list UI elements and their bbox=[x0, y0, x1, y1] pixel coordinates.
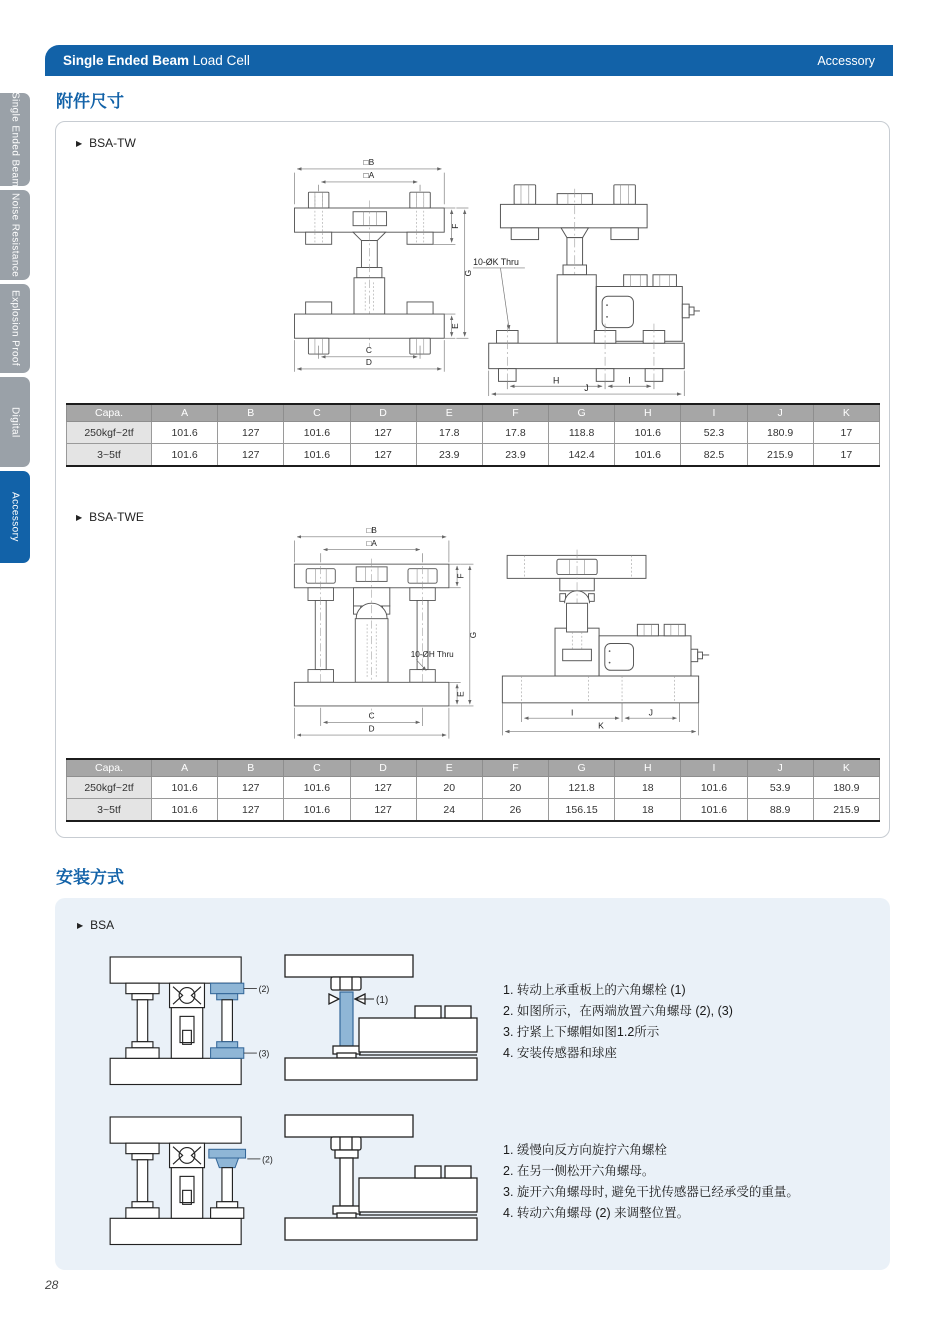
column-header: D bbox=[350, 759, 416, 777]
data-cell: 180.9 bbox=[747, 422, 813, 444]
dimension-f bbox=[449, 564, 466, 588]
data-cell: 20 bbox=[482, 777, 548, 799]
column-header: J bbox=[747, 759, 813, 777]
column-header: H bbox=[615, 759, 681, 777]
column-header: G bbox=[549, 759, 615, 777]
cable-connector bbox=[682, 304, 700, 318]
callout-2 bbox=[247, 1154, 273, 1164]
bsa-heading bbox=[77, 918, 114, 932]
column-header: D bbox=[350, 404, 416, 422]
column-header: K bbox=[813, 404, 879, 422]
callout-3 bbox=[244, 1049, 270, 1059]
dim-label-b: □B bbox=[366, 526, 377, 536]
table-row bbox=[67, 422, 880, 444]
load-cell-body bbox=[557, 275, 700, 343]
column-header: F bbox=[482, 404, 548, 422]
instruction-step: 4. 安装传感器和球座 bbox=[503, 1046, 617, 1060]
column-header: G bbox=[549, 404, 615, 422]
dim-label-d: D bbox=[365, 357, 372, 368]
data-cell: 17 bbox=[813, 444, 879, 467]
data-cell: 127 bbox=[350, 799, 416, 822]
column-header: Capa. bbox=[67, 404, 152, 422]
data-cell: 52.3 bbox=[681, 422, 747, 444]
data-cell: 118.8 bbox=[549, 422, 615, 444]
dim-label-g: G bbox=[463, 269, 474, 277]
data-cell: 127 bbox=[350, 422, 416, 444]
data-cell: 127 bbox=[350, 444, 416, 467]
hole-note bbox=[473, 257, 525, 330]
page-title-bold: Single Ended Beam bbox=[63, 53, 190, 68]
data-cell: 101.6 bbox=[681, 799, 747, 822]
sidebar-item-single-ended-beam[interactable] bbox=[0, 93, 30, 186]
data-cell: 127 bbox=[218, 799, 284, 822]
bsa-twe-label: BSA-TWE bbox=[89, 510, 144, 524]
data-cell: 101.6 bbox=[284, 777, 350, 799]
install-steps-group2 bbox=[503, 1140, 883, 1224]
dimension-k bbox=[502, 703, 698, 736]
dim-label-a: □A bbox=[366, 538, 377, 548]
data-cell: 127 bbox=[218, 777, 284, 799]
instruction-step: 3. 旋开六角螺母时, 避免干扰传感器已经承受的重量。 bbox=[503, 1185, 799, 1199]
data-cell: 127 bbox=[218, 444, 284, 467]
bottom-plate bbox=[294, 682, 449, 706]
column-header: C bbox=[284, 404, 350, 422]
dim-label-j: J bbox=[584, 383, 589, 394]
page-title bbox=[63, 53, 250, 68]
table-row bbox=[67, 777, 880, 799]
sidebar-item-label: Digital bbox=[9, 406, 21, 438]
instruction-step: 4. 转动六角螺母 (2) 来调整位置。 bbox=[503, 1206, 690, 1220]
column-header: I bbox=[681, 759, 747, 777]
dimension-g bbox=[461, 564, 478, 706]
dim-label-e: E bbox=[456, 691, 466, 697]
row-header-cell: 3~5tf bbox=[67, 799, 152, 822]
bsa-twe-heading bbox=[76, 510, 144, 524]
callout-2 bbox=[244, 984, 270, 994]
data-cell: 101.6 bbox=[152, 799, 218, 822]
data-cell: 20 bbox=[416, 777, 482, 799]
right-column-highlighted bbox=[211, 983, 244, 1058]
dim-label-c: C bbox=[368, 711, 375, 721]
dimensions-panel bbox=[55, 121, 890, 838]
header-bar bbox=[45, 45, 893, 76]
data-cell: 101.6 bbox=[615, 422, 681, 444]
data-cell: 156.15 bbox=[549, 799, 615, 822]
section-title-installation: 安装方式 bbox=[56, 868, 124, 887]
data-cell: 101.6 bbox=[681, 777, 747, 799]
column-header: B bbox=[218, 759, 284, 777]
table-header-row bbox=[67, 404, 880, 422]
row-header-cell: 250kgf~2tf bbox=[67, 777, 152, 799]
triangle-bullet-icon: ▶ bbox=[76, 139, 83, 148]
column-header: F bbox=[482, 759, 548, 777]
data-cell: 26 bbox=[482, 799, 548, 822]
load-cell-beam bbox=[359, 1006, 477, 1055]
column-header: A bbox=[152, 404, 218, 422]
data-cell: 215.9 bbox=[813, 799, 879, 822]
load-cell-beam bbox=[359, 1166, 477, 1215]
data-cell: 101.6 bbox=[284, 799, 350, 822]
install-step2-front-diagram bbox=[103, 1110, 278, 1248]
left-column bbox=[126, 1143, 159, 1218]
data-cell: 215.9 bbox=[747, 444, 813, 467]
bsa-tw-dimension-table bbox=[66, 403, 880, 467]
dim-label-i: I bbox=[628, 375, 631, 386]
hole-note-label: 10-ØK Thru bbox=[473, 257, 519, 267]
table-row bbox=[67, 799, 880, 822]
dim-label-f: F bbox=[450, 223, 461, 229]
dim-label-b: □B bbox=[363, 157, 375, 168]
section-title-dimensions: 附件尺寸 bbox=[56, 92, 124, 111]
instruction-step: 1. 转动上承重板上的六角螺栓 (1) bbox=[503, 983, 686, 997]
data-cell: 17.8 bbox=[482, 422, 548, 444]
data-cell: 24 bbox=[416, 799, 482, 822]
data-cell: 17.8 bbox=[416, 422, 482, 444]
sidebar-item-label: Noise Resistance bbox=[9, 192, 21, 278]
data-cell: 101.6 bbox=[152, 444, 218, 467]
data-cell: 101.6 bbox=[284, 422, 350, 444]
dimension-a bbox=[319, 170, 420, 191]
dim-label-i: I bbox=[571, 707, 574, 718]
data-cell: 121.8 bbox=[549, 777, 615, 799]
data-cell: 23.9 bbox=[482, 444, 548, 467]
column-header: E bbox=[416, 759, 482, 777]
bottom-plate bbox=[502, 676, 698, 703]
instruction-step: 3. 拧紧上下螺帽如图1.2所示 bbox=[503, 1025, 660, 1039]
dimension-e bbox=[444, 314, 460, 338]
dim-label-h: H bbox=[552, 375, 560, 386]
cable-connector bbox=[691, 649, 709, 661]
highlighted-bolt-rod bbox=[340, 992, 353, 1046]
callout-3-label: (3) bbox=[258, 1048, 270, 1059]
bsa-label: BSA bbox=[90, 918, 115, 932]
bsa-tw-label: BSA-TW bbox=[89, 136, 136, 150]
column-header: H bbox=[615, 404, 681, 422]
bsa-twe-front-drawing bbox=[278, 524, 478, 747]
dim-label-e: E bbox=[450, 323, 461, 329]
load-cell-body bbox=[555, 603, 709, 676]
dim-label-d: D bbox=[368, 724, 375, 734]
sidebar-item-label: Accessory bbox=[9, 492, 21, 542]
bsa-tw-front-drawing bbox=[274, 154, 474, 382]
install-step1-front-diagram bbox=[103, 950, 278, 1088]
sidebar-item-explosion-proof[interactable] bbox=[0, 284, 30, 373]
right-column-highlighted-nut bbox=[209, 1149, 246, 1218]
dimension-i bbox=[522, 703, 623, 722]
header-category-label: Accessory bbox=[817, 53, 875, 68]
dim-label-f: F bbox=[456, 573, 466, 579]
callout-1-label: (1) bbox=[376, 995, 389, 1006]
center-ball-block bbox=[170, 983, 205, 1058]
page-number: 28 bbox=[45, 1278, 59, 1292]
data-cell: 88.9 bbox=[747, 799, 813, 822]
dim-label-g: G bbox=[469, 631, 479, 639]
data-cell: 18 bbox=[615, 799, 681, 822]
hole-note-label: 10-ØH Thru bbox=[410, 649, 454, 659]
install-steps-group1 bbox=[503, 980, 883, 1064]
sidebar-item-accessory[interactable] bbox=[0, 471, 30, 563]
data-cell: 142.4 bbox=[549, 444, 615, 467]
bsa-twe-side-drawing bbox=[488, 540, 713, 746]
row-header-cell: 3~5tf bbox=[67, 444, 152, 467]
sidebar-item-noise-resistance[interactable] bbox=[0, 190, 30, 280]
top-plate-assembly bbox=[507, 555, 646, 578]
column-header: J bbox=[747, 404, 813, 422]
data-cell: 18 bbox=[615, 777, 681, 799]
install-step2-side-diagram bbox=[281, 1110, 481, 1245]
column-header: Capa. bbox=[67, 759, 152, 777]
center-ball-block bbox=[170, 1143, 205, 1218]
dim-label-k: K bbox=[598, 720, 604, 731]
bsa-twe-dimension-table bbox=[66, 758, 880, 822]
data-cell: 17 bbox=[813, 422, 879, 444]
column-header: I bbox=[681, 404, 747, 422]
dimension-e bbox=[449, 682, 466, 706]
data-cell: 53.9 bbox=[747, 777, 813, 799]
data-cell: 101.6 bbox=[152, 777, 218, 799]
dimension-j bbox=[625, 703, 680, 722]
data-cell: 82.5 bbox=[681, 444, 747, 467]
data-cell: 101.6 bbox=[152, 422, 218, 444]
table-row bbox=[67, 444, 880, 467]
sidebar-item-label: Single Ended Beam bbox=[9, 91, 21, 188]
bsa-tw-side-drawing bbox=[471, 177, 701, 397]
column-header: B bbox=[218, 404, 284, 422]
data-cell: 127 bbox=[350, 777, 416, 799]
instruction-step: 2. 在另一侧松开六角螺母。 bbox=[503, 1164, 655, 1178]
data-cell: 23.9 bbox=[416, 444, 482, 467]
install-step1-side-diagram bbox=[281, 950, 481, 1085]
callout-2-label: (2) bbox=[258, 983, 270, 994]
left-column bbox=[126, 983, 159, 1058]
sidebar-item-label: Explosion Proof bbox=[9, 290, 21, 367]
callout-2-label: (2) bbox=[262, 1154, 273, 1165]
column-header: A bbox=[152, 759, 218, 777]
row-header-cell: 250kgf~2tf bbox=[67, 422, 152, 444]
column-header: K bbox=[813, 759, 879, 777]
triangle-bullet-icon: ▶ bbox=[77, 921, 84, 930]
data-cell: 101.6 bbox=[615, 444, 681, 467]
data-cell: 180.9 bbox=[813, 777, 879, 799]
dimension-h bbox=[507, 375, 605, 389]
table-header-row bbox=[67, 759, 880, 777]
bsa-tw-heading bbox=[76, 136, 136, 150]
instruction-step: 2. 如图所示，在两端放置六角螺母 (2), (3) bbox=[503, 1004, 733, 1018]
dim-label-c: C bbox=[365, 345, 372, 356]
data-cell: 101.6 bbox=[284, 444, 350, 467]
data-cell: 127 bbox=[218, 422, 284, 444]
sidebar-item-digital[interactable] bbox=[0, 377, 30, 467]
dim-label-a: □A bbox=[363, 170, 375, 181]
dim-label-j: J bbox=[648, 707, 653, 718]
page-title-regular: Load Cell bbox=[189, 53, 250, 68]
installation-panel bbox=[55, 898, 890, 1270]
triangle-bullet-icon: ▶ bbox=[76, 513, 83, 522]
instruction-step: 1. 缓慢向反方向旋拧六角螺栓 bbox=[503, 1143, 667, 1157]
column-header: C bbox=[284, 759, 350, 777]
column-header: E bbox=[416, 404, 482, 422]
